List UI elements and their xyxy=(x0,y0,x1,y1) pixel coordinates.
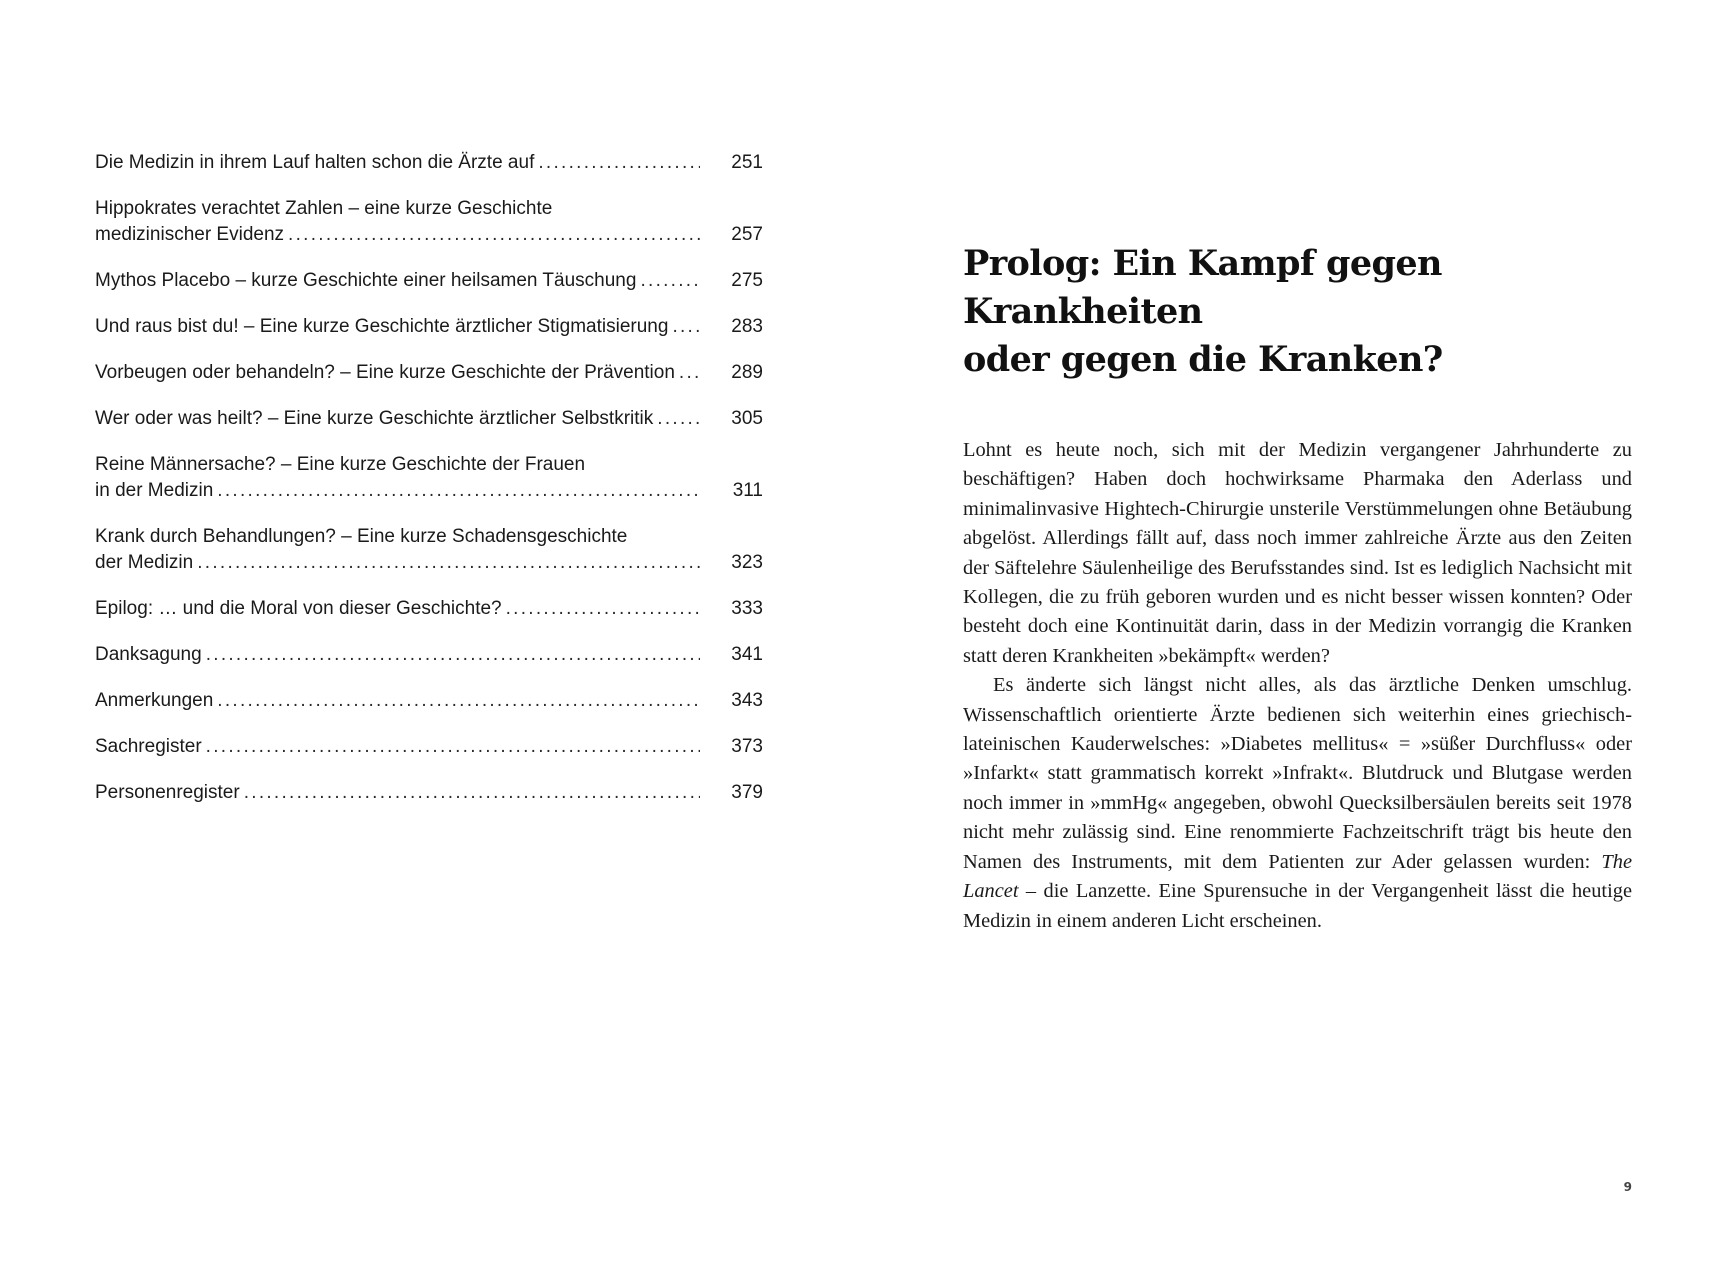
chapter-title-line-1: Prolog: Ein Kampf gegen Krankheiten xyxy=(963,243,1442,332)
toc-entry-title-text: Sachregister xyxy=(95,736,202,757)
chapter-body xyxy=(963,436,1632,936)
toc-entry xyxy=(95,596,763,622)
toc-entry-title-line xyxy=(95,734,700,760)
toc-entry-title-text: Hippokrates verachtet Zahlen – eine kurze Geschichte xyxy=(95,198,553,219)
toc-entry-title xyxy=(95,196,700,248)
toc-page-number: 275 xyxy=(731,270,763,291)
toc-page-number: 341 xyxy=(731,644,763,665)
toc-entry-title-line xyxy=(95,406,700,432)
toc-page-number: 283 xyxy=(731,316,763,337)
toc-entry-title-text: Epilog: … und die Moral von dieser Geschichte? xyxy=(95,598,502,619)
toc-entry xyxy=(95,524,763,576)
toc-entry-title xyxy=(95,688,700,714)
toc-entry-title xyxy=(95,150,700,176)
toc-entry-title-line xyxy=(95,268,700,294)
toc-entry-title-text: Mythos Placebo – kurze Geschichte einer heilsamen Täuschung xyxy=(95,270,637,291)
toc-entry xyxy=(95,452,763,504)
toc-entry-title-line xyxy=(95,478,700,504)
toc-page-number: 373 xyxy=(731,736,763,757)
toc-entry-title-line xyxy=(95,150,700,176)
toc-page-number: 257 xyxy=(731,224,763,245)
chapter-title xyxy=(963,240,1643,384)
toc-entry-title xyxy=(95,642,700,668)
toc-page-number: 333 xyxy=(731,598,763,619)
toc-entry-title-text: Die Medizin in ihrem Lauf halten schon die Ärzte auf xyxy=(95,152,535,173)
toc-entry xyxy=(95,268,763,294)
toc-leader-dots xyxy=(506,596,700,622)
toc-entry-title-text: Vorbeugen oder behandeln? – Eine kurze Geschichte der Prävention xyxy=(95,362,675,383)
toc-entry-title xyxy=(95,406,700,432)
toc-entry-title xyxy=(95,780,700,806)
toc-leader-dots xyxy=(657,406,700,432)
toc-entry-title xyxy=(95,734,700,760)
toc-entry-title-line xyxy=(95,360,700,386)
toc-entry-title-text: Und raus bist du! – Eine kurze Geschichte ärztlicher Stigmatisierung xyxy=(95,316,669,337)
toc-entry-title-line xyxy=(95,642,700,668)
toc-entry-title-text: Danksagung xyxy=(95,644,202,665)
toc-leader-dots xyxy=(217,478,700,504)
toc-entry-title-line xyxy=(95,314,700,340)
toc-entry-title xyxy=(95,360,700,386)
toc-leader-dots xyxy=(206,734,700,760)
toc-leader-dots xyxy=(244,780,700,806)
toc-entry-title-text: Reine Männersache? – Eine kurze Geschichte der Frauen xyxy=(95,454,586,475)
toc-leader-dots xyxy=(197,550,700,576)
toc-entry xyxy=(95,360,763,386)
toc-page-number: 311 xyxy=(732,480,763,501)
toc-entry-title-text: der Medizin xyxy=(95,552,194,573)
chapter-title-line-2: oder gegen die Kranken? xyxy=(963,339,1443,380)
toc-entry-title-line xyxy=(95,780,700,806)
toc-leader-dots xyxy=(206,642,700,668)
toc-leader-dots xyxy=(679,360,700,386)
toc-leader-dots xyxy=(672,314,700,340)
toc-entry-title-line xyxy=(95,550,700,576)
toc-entry-title xyxy=(95,452,700,504)
right-page xyxy=(856,0,1713,1270)
toc-page-number: 289 xyxy=(731,362,763,383)
toc-entry-title-text: Wer oder was heilt? – Eine kurze Geschichte ärztlicher Selbstkritik xyxy=(95,408,654,429)
toc-leader-dots xyxy=(538,150,700,176)
toc-entry-title-text: Krank durch Behandlungen? – Eine kurze Schadensgeschichte xyxy=(95,526,628,547)
toc-entry-title xyxy=(95,314,700,340)
toc-page-number: 379 xyxy=(731,782,763,803)
toc-entry xyxy=(95,196,763,248)
toc-entry-title-line xyxy=(95,596,700,622)
toc-entry-title xyxy=(95,524,700,576)
body-paragraph-2-text-b: – die Lanzette. Eine Spurensuche in der Vergangenheit lässt die heutige Medizin in einem anderen Licht erscheinen. xyxy=(963,880,1632,932)
toc-entry xyxy=(95,642,763,668)
page-number: 9 xyxy=(1623,1180,1632,1194)
toc-entry-title-line xyxy=(95,688,700,714)
toc-entry xyxy=(95,688,763,714)
toc-entry-title-text: Anmerkungen xyxy=(95,690,214,711)
toc-entry-title-text: in der Medizin xyxy=(95,480,214,501)
toc-leader-dots xyxy=(217,688,700,714)
body-paragraph-2 xyxy=(963,671,1632,936)
body-paragraph-2-text-a: Es änderte sich längst nicht alles, als das ärztliche Denken umschlug. Wissenschaftlich orientierte Ärzte bedienen sich weiterhin eines griechisch-lateinischen Kauderwelsches: »Diabetes mellitus« = »süßer Durchfluss« oder »Infarkt« statt grammatisch korrekt »Infrakt«. Blutdruck und Blutgase werden noch immer in »mmHg« angegeben, obwohl Quecksilbersäulen bereits seit 1978 nicht mehr zulässig sind. Eine renommierte Fachzeitschrift trägt bis heute den Namen des Instruments, mit dem Patienten zur Ader gelassen wurden: xyxy=(963,674,1632,873)
left-page xyxy=(0,0,856,1270)
toc-entry xyxy=(95,150,763,176)
body-paragraph-1: Lohnt es heute noch, sich mit der Medizin vergangener Jahrhunderte zu beschäftigen? Haben doch hochwirksame Pharmaka den Aderlass und minimalinvasive Hightech-Chirurgie unsterile Verstümmelungen ohne Betäubung abgelöst. Allerdings fällt auf, dass noch immer zahlreiche Ärzte aus den Zeiten der Säftelehre Säulenheilige des Berufsstandes sind. Ist es lediglich Nachsicht mit Kollegen, die zu früh geboren wurden und es nicht besser wissen konnten? Oder besteht doch eine Kontinuität darin, dass in der Medizin vorrangig die Kranken statt deren Krankheiten »bekämpft« werden? xyxy=(963,439,1632,667)
toc-entry-title xyxy=(95,596,700,622)
toc-page-number: 305 xyxy=(731,408,763,429)
toc-entry-title-text: Personenregister xyxy=(95,782,240,803)
toc-entry-title xyxy=(95,268,700,294)
table-of-contents xyxy=(95,150,763,826)
toc-page-number: 251 xyxy=(731,152,763,173)
toc-entry-title-line xyxy=(95,196,700,222)
toc-entry-title-line xyxy=(95,222,700,248)
journal-title-italic: The Lancet xyxy=(963,850,1632,903)
toc-leader-dots xyxy=(288,222,700,248)
toc-entry-title-text: medizinischer Evidenz xyxy=(95,224,285,245)
toc-entry xyxy=(95,406,763,432)
toc-entry xyxy=(95,314,763,340)
toc-page-number: 343 xyxy=(731,690,763,711)
toc-entry-title-line xyxy=(95,524,700,550)
toc-page-number: 323 xyxy=(731,552,763,573)
toc-entry xyxy=(95,734,763,760)
toc-entry xyxy=(95,780,763,806)
toc-entry-title-line xyxy=(95,452,700,478)
toc-leader-dots xyxy=(640,268,700,294)
